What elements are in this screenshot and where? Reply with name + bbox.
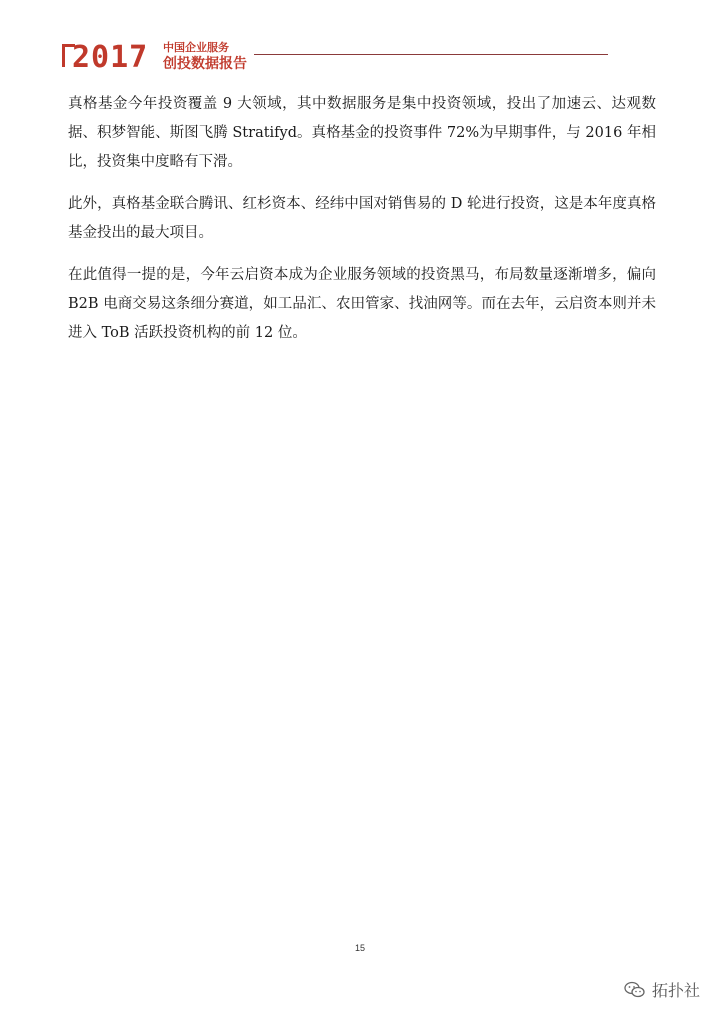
- watermark-text: 拓扑社: [651, 981, 700, 1000]
- header-rule: [254, 54, 608, 55]
- body-text: [68, 90, 656, 361]
- wechat-icon: [624, 981, 646, 999]
- paragraph-2: 此外，真格基金联合腾讯、红杉资本、经纬中国对销售易的 D 轮进行投资，这是本年度真格基金投出的最大项目。: [68, 196, 656, 241]
- paragraph-3: 在此值得一提的是，今年云启资本成为企业服务领域的投资黑马，布局数量逐渐增多，偏向 B2B 电商交易这条细分赛道，如工品汇、农田管家、找油网等。而在去年，云启资本则并未进入 ToB 活跃投资机构的前 12 位。: [68, 267, 656, 341]
- paragraph-1: 真格基金今年投资覆盖 9 大领域，其中数据服务是集中投资领域，投出了加速云、达观数据、积梦智能、斯图飞腾 Stratifyd。真格基金的投资事件 72%为早期事件，与 2016 年相比，投资集中度略有下滑。: [68, 96, 656, 170]
- logo-subtitle-line1: 中国企业服务: [163, 41, 229, 54]
- logo-year: 2017: [72, 40, 149, 75]
- watermark: [624, 978, 700, 1001]
- report-header: [62, 36, 622, 80]
- logo-subtitle-line2: 创投数据报告: [163, 56, 247, 72]
- page-number: 15: [354, 943, 365, 953]
